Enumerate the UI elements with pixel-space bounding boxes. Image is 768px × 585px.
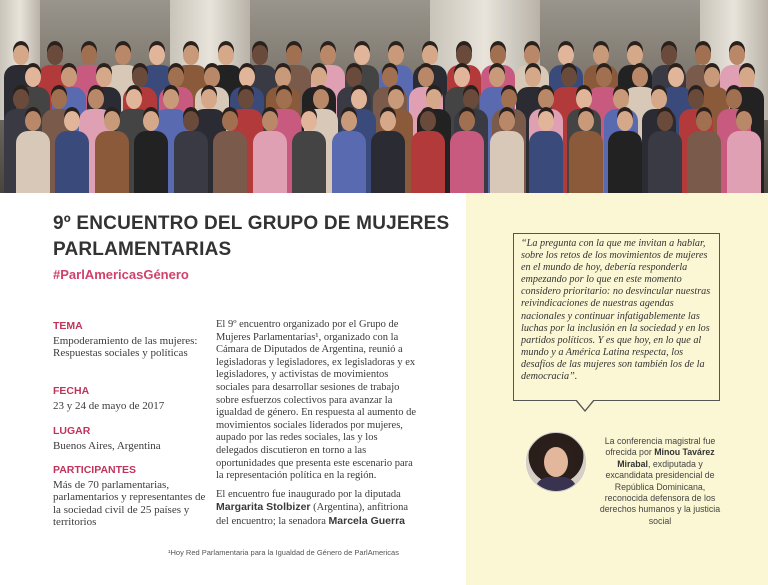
quote-box: “La pregunta con la que me invitan a hablar, sobre los retos de los movimientos de mujeres en el mundo de hoy, debería responderla empezando por lo que en este momento considero prioritario: no desvincular nuestras reivindicaciones de nuestras agendas nacionales y continuar infatigablemente las luchas por la inclusión en la sociedad y en los partidos políticos. Y es que hoy, en lo que al mundo y a América Latina respecta, los desafíos de las mujeres son también los de la democracia”. (513, 233, 720, 401)
group-photo (0, 0, 768, 193)
participantes-section (53, 464, 213, 529)
participantes-label: PARTICIPANTES (53, 464, 137, 476)
body-paragraph-2: El encuentro fue inaugurado por la diputada Margarita Stolbizer (Argentina), anfitriona del encuentro; la senadora Marcela Guerra (216, 488, 409, 527)
participantes-value: Más de 70 parlamentarias, parlamentarios y representantes de la sociedad civil de 25 países y territorios (53, 478, 206, 528)
page-title: 9º ENCUENTRO DEL GRUPO DE MUJERES PARLAMENTARIAS (53, 213, 450, 260)
body-paragraph-1: El 9º encuentro organizado por el Grupo de Mujeres Parlamentarias¹, organizado con la Cámara de Diputados de Argentina, reunió a legisladoras y legisladores, ex legisladoras y ex legisladores, y activistas de movimientos sociales para desarrollar sesiones de trabajo sobre esfuerzos colectivos para avanzar la igualdad de género. En respuesta al aumento de movimientos sociales liderados por mujeres, aupado por las redes sociales, las y los delegados discutieron en torno a las oportunidades que presenta este escenario para la representación política en la región. (216, 319, 417, 482)
fecha-label: FECHA (53, 385, 90, 397)
speaker-caption: La conferencia magistral fue ofrecida por Minou Tavárez Mirabal, exdiputada y excandidata presidencial de República Dominicana, reconocida defensora de los derechos humanos y la justicia social (599, 436, 721, 526)
fecha-section (53, 385, 203, 412)
tema-section (53, 320, 203, 360)
speaker-portrait (526, 432, 586, 492)
name-guerra: Marcela Guerra (328, 514, 406, 527)
speaker-name: Minou Tavárez Mirabal (617, 447, 715, 469)
tema-label: TEMA (53, 320, 83, 332)
lugar-label: LUGAR (53, 425, 91, 437)
footnote: ¹Hoy Red Parlamentaria para la Igualdad de Género de ParlAmericas (168, 548, 399, 557)
name-stolbizer: Margarita Stolbizer (216, 501, 311, 514)
crowd (0, 43, 768, 193)
lugar-value: Buenos Aires, Argentina (53, 439, 161, 452)
body-text (216, 319, 420, 535)
tema-value: Empoderamiento de las mujeres: Respuestas sociales y políticas (53, 334, 198, 359)
fecha-value: 23 y 24 de mayo de 2017 (53, 399, 165, 412)
hashtag: #ParlAmericasGénero (53, 267, 189, 282)
lugar-section (53, 425, 203, 452)
